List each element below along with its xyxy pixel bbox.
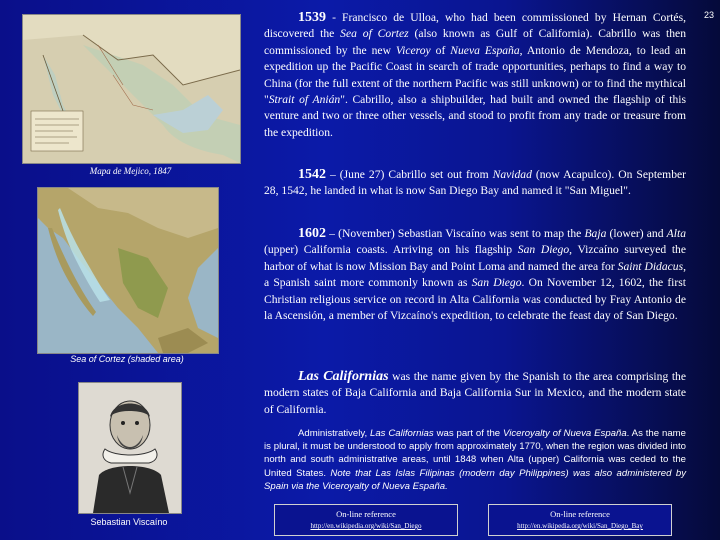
reference-label: On-line reference <box>550 509 610 519</box>
sea-of-cortez-map-image <box>37 187 219 354</box>
map2-caption: Sea of Cortez (shaded area) <box>70 354 184 364</box>
paragraph-las-californias: Las Californias was the name given by the Spanish to the area comprising the modern states of Baja California and Baja California Sur in Mexico, and the modern state of California. <box>264 369 686 416</box>
reference-label: On-line reference <box>336 509 396 519</box>
slide-number: 23 <box>703 10 714 20</box>
online-reference-san-diego-bay[interactable] <box>488 504 672 536</box>
sebastian-viscaino-portrait <box>78 382 182 514</box>
portrait-caption: Sebastian Viscaíno <box>90 517 168 527</box>
paragraph-1542: 1542 – (June 27) Cabrillo set out from Navidad (now Acapulco). On September 28, 1542, he landed in what is now San Diego Bay and named it "San Miguel". <box>264 167 687 198</box>
mapa-de-mejico-image <box>22 14 241 164</box>
reference-link-san-diego-bay[interactable]: http://en.wikipedia.org/wiki/San_Diego_Bay <box>517 522 643 530</box>
reference-link-san-diego[interactable]: http://en.wikipedia.org/wiki/San_Diego <box>310 522 422 530</box>
online-reference-san-diego[interactable] <box>274 504 458 536</box>
paragraph-1539: 1539 - Francisco de Ulloa, who had been commissioned by Hernan Cortés, discovered the Sea of Cortez (also known as Gulf of California). Cabrillo was then commissioned by the new Viceroy of Nueva España, Antonio de Mendoza, to lead an expedition up the Pacific Coast in search of trade opportunities, perhaps to find a way to China (for the full extent of the northern Pacific was still unknown) or to find the mythical "Strait of Anián". Cabrillo, also a shipbuilder, had built and owned the flagship of this venture and two or three other vessels, and stood to profit from any trade or treasure from the expedition. <box>264 10 686 139</box>
paragraph-administratively: Administratively, Las Californias was part of the Viceroyalty of Nueva España. As the name is plural, it must be understood to apply from approximately 1770, when the region was divided into north and south administrative areas, until 1848 when Alta (upper) California was ceded to the United States. Note that Las Islas Filipinas (modern day Philippines) was also administered by Spain via the Viceroyalty of Nueva España. <box>264 428 686 492</box>
paragraph-1602: 1602 – (November) Sebastian Viscaíno was sent to map the Baja (lower) and Alta (upper) California coasts. Arriving on his flagship San Diego, Vizcaíno surveyed the harbor of what is now Mission Bay and Point Loma and named the area for Saint Didacus, a Spanish saint more commonly known as San Diego. On November 12, 1602, the first Christian religious service on record in Alta California was conducted by Fray Antonio de la Ascensión, a member of Vizcaíno's expedition, to celebrate the feast day of San Diego. <box>264 226 687 323</box>
map1-caption: Mapa de Mejico, 1847 <box>89 166 172 176</box>
